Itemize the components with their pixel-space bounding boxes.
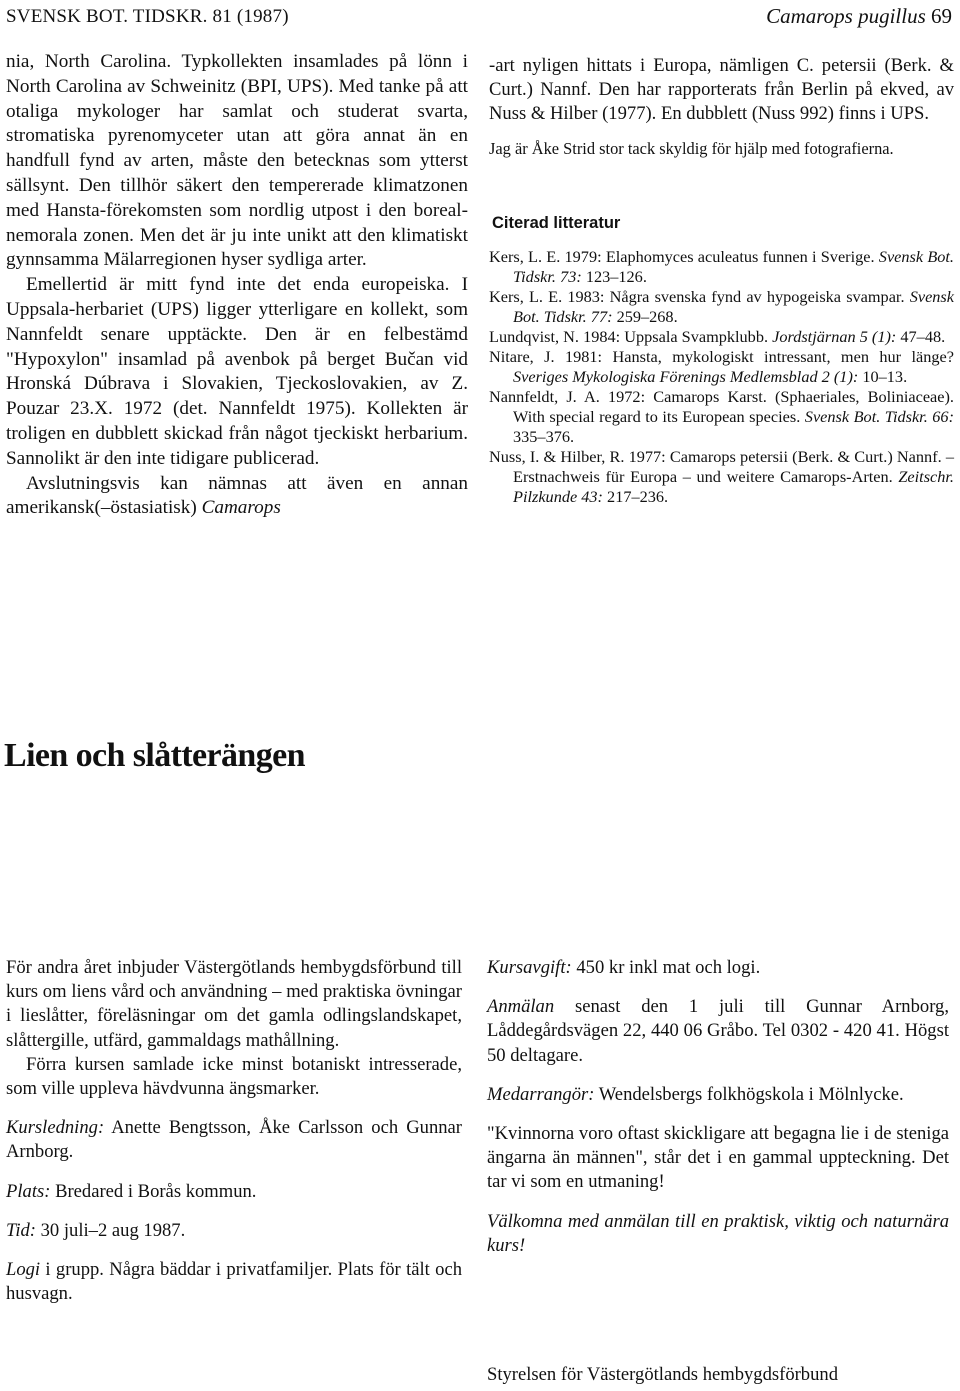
reference-item	[489, 327, 954, 347]
notice-title: Lien och slåtterängen	[4, 737, 305, 774]
running-header	[766, 4, 952, 29]
reference-pages: 10–13.	[858, 367, 908, 386]
reference-text: Kers, L. E. 1983: Några svenska fynd av hypogeiska svampar.	[489, 287, 910, 306]
field-label: Tid:	[6, 1219, 36, 1241]
reference-item	[489, 347, 954, 387]
reference-text: Nitare, J. 1981: Hansta, mykologiskt intressant, men hur länge?	[489, 347, 954, 366]
notice-signature: Styrelsen för Västergötlands hembygdsförbund	[487, 1364, 838, 1385]
field-label: Medarrangör:	[487, 1083, 595, 1105]
reference-item	[489, 247, 954, 287]
notice-column-left	[6, 956, 462, 1306]
field-label: Kursledning:	[6, 1117, 105, 1139]
reference-text: Nuss, I. & Hilber, R. 1977: Camarops petersii (Berk. & Curt.) Nannf. – Erstnachweis für Europa – und weitere Camarops-Arten.	[489, 447, 954, 486]
reference-item	[489, 447, 954, 507]
field-value: Anette Bengtsson, Åke Carlsson och Gunnar Arnborg.	[6, 1117, 462, 1163]
notice-kursledning	[6, 1116, 462, 1164]
article-paragraph: Emellertid är mitt fynd inte det enda europeiska. I Uppsala-herbariet (UPS) ligger ytterligare en kollekt, som Nannfeldt senare upptäckte. Den är en felbestämd "Hypoxylon" insamlad på avenbok på berget Bučan vid Hronská Dúbrava i Slovakien, Tjeckoslovakien, av Z. Pouzar 23.X. 1972 (det. Nannfeldt 1975). Kollekten är troligen en dubblett skickad från något tjeckiskt herbarium. Sannolikt är den inte tidigare publicerad.	[6, 274, 468, 469]
notice-intro-2: Förra kursen samlade icke minst botaniskt intresserade, som ville uppleva hävdvunna ängsmarker.	[6, 1053, 462, 1100]
notice-logi	[6, 1258, 462, 1306]
notice-quote: "Kvinnorna voro oftast skickligare att begagna lie i de steniga ängarna än männen", står det i en gammal uppteckning. Det tar vi som en utmaning!	[487, 1123, 949, 1193]
reference-pages: 335–376.	[513, 427, 575, 446]
field-value: Wendelsbergs folkhögskola i Mölnlycke.	[594, 1083, 904, 1105]
field-value: 30 juli–2 aug 1987.	[35, 1219, 186, 1241]
notice-plats	[6, 1180, 462, 1204]
field-label: Logi	[6, 1259, 41, 1281]
notice-medarrangor	[487, 1083, 949, 1107]
notice-intro: För andra året inbjuder Västergötlands hembygdsförbund till kurs om liens vård och användning – med praktiska övningar i lieslåtter, föreläsningar om det gamla odlingslandskapet, slåttergille, utfärd, gammaldags mathållning.	[6, 957, 462, 1051]
notice-closing: Välkomna med anmälan till en praktisk, viktig och naturnära kurs!	[487, 1210, 949, 1256]
acknowledgement: Jag är Åke Strid stor tack skyldig för hjälp med fotografierna.	[489, 139, 894, 158]
reference-source: Svensk Bot. Tidskr. 66:	[804, 407, 954, 426]
field-value: i grupp. Några bäddar i privatfamiljer. Plats för tält och husvagn.	[6, 1259, 462, 1305]
reference-source: Svensk Bot. Tidskr. 73:	[513, 247, 954, 286]
reference-pages: 259–268.	[612, 307, 678, 326]
notice-tid	[6, 1219, 462, 1243]
field-value: Bredared i Borås kommun.	[50, 1180, 257, 1202]
reference-pages: 123–126.	[581, 267, 647, 286]
journal-header: SVENSK BOT. TIDSKR. 81 (1987)	[6, 6, 289, 27]
paragraph-text: Avslutningsvis kan nämnas att även en annan amerikansk(–östasiatisk)	[6, 472, 468, 519]
field-value: senast den 1 juli till Gunnar Arnborg, Låddegårdsvägen 22, 440 06 Gråbo. Tel 0302 - 420 41. Högst 50 deltagare.	[487, 996, 949, 1066]
reference-pages: 217–236.	[602, 487, 669, 506]
reference-source: Zeitschr. Pilzkunde 43:	[513, 467, 954, 506]
reference-text: Nannfeldt, J. A. 1972: Camarops Karst. (Sphaeriales, Boliniaceae). With special regard to its European species.	[489, 387, 954, 426]
reference-source: Jordstjärnan 5 (1):	[772, 327, 897, 346]
references-heading: Citerad litteratur	[492, 214, 621, 232]
article-column-left	[6, 50, 468, 521]
page-number: 69	[931, 4, 952, 28]
running-title: Camarops pugillus	[766, 4, 926, 28]
notice-kursavgift	[487, 956, 949, 980]
reference-source: Svensk Bot. Tidskr. 77:	[513, 287, 954, 326]
reference-pages: 47–48.	[896, 327, 946, 346]
field-label: Plats:	[6, 1180, 51, 1202]
notice-column-right	[487, 956, 949, 1273]
field-label: Kursavgift:	[487, 957, 572, 978]
field-label: Anmälan	[487, 996, 555, 1018]
reference-source: Sveriges Mykologiska Förenings Medlemsblad 2 (1):	[513, 367, 859, 386]
reference-list	[489, 247, 954, 507]
reference-item	[489, 387, 954, 447]
article-paragraph	[6, 472, 468, 522]
reference-text: Kers, L. E. 1979: Elaphomyces aculeatus funnen i Sverige.	[489, 247, 879, 266]
notice-anmalan	[487, 995, 949, 1068]
field-value: 450 kr inkl mat och logi.	[571, 957, 761, 978]
reference-item	[489, 287, 954, 327]
genus-name: Camarops	[201, 497, 281, 519]
article-paragraph: nia, North Carolina. Typkollekten insamlades på lönn i North Carolina av Schweinitz (BPI, UPS). Med tanke på att otaliga mykologer har samlat och studerat svarta, stromatiska pyrenomyceter utan att göra annat än en handfull fynd av arten, måste den betecknas som ytterst sällsynt. Den tillhör säkert den tempererade klimatzonen med Hansta-förekomsten som nordlig utpost i den boreal-nemorala zonen. Men det är ju inte unikt att den klimatiskt gynnsamma Mälarregionen hyser sydliga arter.	[6, 51, 468, 271]
reference-text: Lundqvist, N. 1984: Uppsala Svampklubb.	[489, 327, 773, 346]
article-column-right	[489, 54, 954, 507]
article-paragraph: -art nyligen hittats i Europa, nämligen C. petersii (Berk. & Curt.) Nannf. Den har rapporterats från Berlin på ekved, av Nuss & Hilber (1977). En dubblett (Nuss 992) finns i UPS.	[489, 55, 954, 124]
